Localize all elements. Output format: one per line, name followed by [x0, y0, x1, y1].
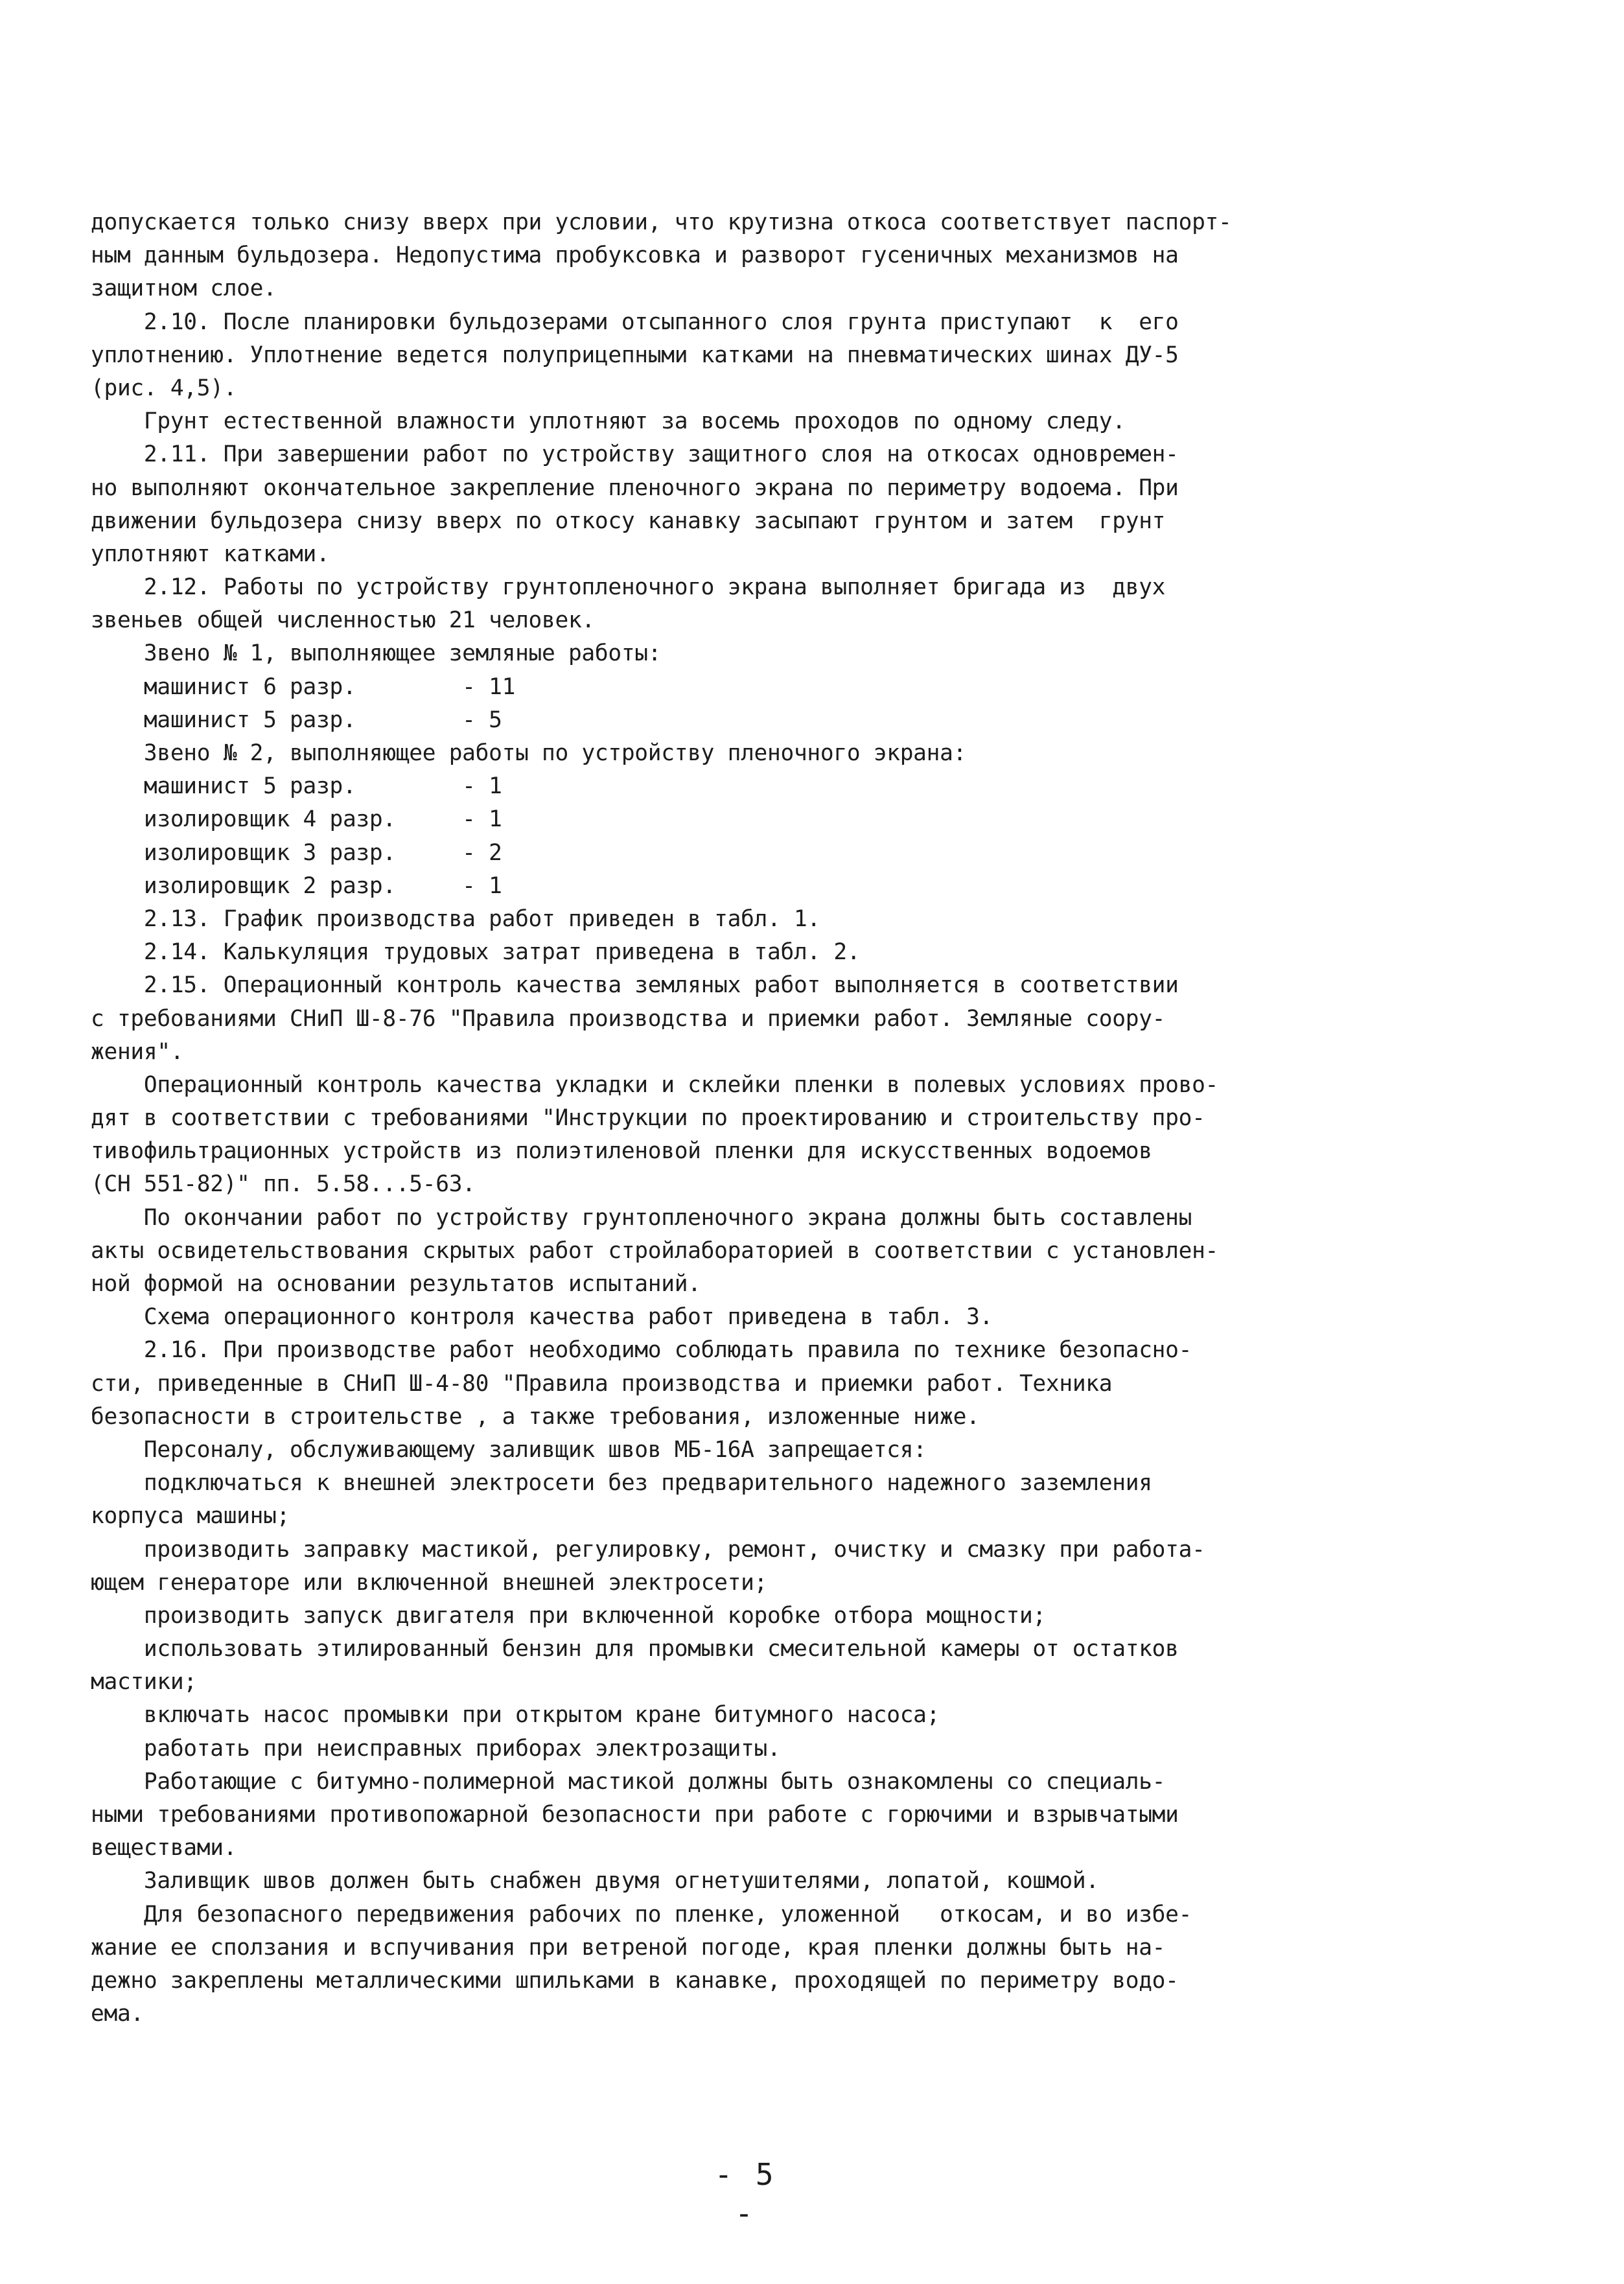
text-line: подключаться к внешней электросети без предварительного надежного заземления — [91, 1470, 1152, 1497]
text-line: ной формой на основании результатов испытаний. — [91, 1271, 701, 1297]
text-line: производить заправку мастикой, регулировку, ремонт, очистку и смазку при работа- — [91, 1536, 1205, 1563]
text-line: акты освидетельствования скрытых работ стройлабораторией в соответствии с установлен- — [91, 1237, 1219, 1264]
text-line: тивофильтрационных устройств из полиэтиленовой пленки для искусственных водоемов — [91, 1138, 1152, 1165]
text-line: движении бульдозера снизу вверх по откосу канавку засыпают грунтом и затем грунт — [91, 507, 1166, 534]
text-line: сти, приведенные в СНиП Ш-4-80 "Правила производства и приемки работ. Техника — [91, 1370, 1113, 1397]
text-line: мастики; — [91, 1669, 197, 1696]
text-line: но выполняют окончательное закрепление пленочного экрана по периметру водоема. При — [91, 474, 1179, 501]
text-line: ным данным бульдозера. Недопустима пробуксовка и разворот гусеничных механизмов на — [91, 242, 1179, 269]
text-line: использовать этилированный бензин для промывки смесительной камеры от остатков — [91, 1636, 1179, 1662]
text-line: защитном слое. — [91, 275, 277, 302]
text-line: (СН 551-82)" пп. 5.58...5-63. — [91, 1171, 476, 1198]
text-line: машинист 5 разр. - 5 — [91, 706, 502, 733]
text-line: работать при неисправных приборах электрозащиты. — [91, 1735, 781, 1762]
text-line: 2.12. Работы по устройству грунтопленочного экрана выполняет бригада из двух — [91, 574, 1166, 601]
text-line: дят в соответствии с требованиями "Инструкции по проектированию и строительству про- — [91, 1105, 1205, 1132]
text-line: 2.15. Операционный контроль качества земляных работ выполняется в соответствии — [91, 972, 1179, 999]
text-line: звеньев общей численностью 21 человек. — [91, 607, 595, 634]
page-number: - 5 - — [714, 2157, 776, 2231]
text-line: жения". — [91, 1038, 184, 1065]
text-line: Звено № 2, выполняющее работы по устройству пленочного экрана: — [91, 740, 967, 766]
text-line: Работающие с битумно-полимерной мастикой должны быть ознакомлены со специаль- — [91, 1768, 1166, 1795]
text-line: 2.11. При завершении работ по устройству защитного слоя на откосах одновремен- — [91, 441, 1179, 468]
text-line: изолировщик 2 разр. - 1 — [91, 872, 502, 899]
text-line: Заливщик швов должен быть снабжен двумя огнетушителями, лопатой, кошмой. — [91, 1868, 1099, 1894]
text-line: дежно закреплены металлическими шпильками в канавке, проходящей по периметру водо- — [91, 1967, 1179, 1994]
text-line: изолировщик 4 разр. - 1 — [91, 806, 502, 833]
text-line: машинист 6 разр. - 11 — [91, 673, 516, 700]
text-line: Звено № 1, выполняющее земляные работы: — [91, 640, 662, 667]
text-line: 2.14. Калькуляция трудовых затрат приведена в табл. 2. — [91, 939, 861, 966]
document-text — [91, 206, 1413, 2031]
text-line: По окончании работ по устройству грунтопленочного экрана должны быть составлены — [91, 1204, 1192, 1231]
text-line: 2.10. После планировки бульдозерами отсыпанного слоя грунта приступают к его — [91, 309, 1179, 335]
text-line: Операционный контроль качества укладки и склейки пленки в полевых условиях прово- — [91, 1071, 1219, 1098]
text-line: изолировщик 3 разр. - 2 — [91, 839, 502, 866]
text-line: Персоналу, обслуживающему заливщик швов МБ-16А запрещается: — [91, 1436, 927, 1463]
text-line: уплотняют катками. — [91, 541, 330, 567]
text-line: ными требованиями противопожарной безопасности при работе с горючими и взрывчатыми — [91, 1802, 1179, 1828]
text-line: ющем генераторе или включенной внешней электросети; — [91, 1569, 768, 1596]
text-line: Схема операционного контроля качества работ приведена в табл. 3. — [91, 1304, 993, 1331]
text-line: безопасности в строительстве , а также требования, изложенные ниже. — [91, 1403, 980, 1430]
text-line: Грунт естественной влажности уплотняют за восемь проходов по одному следу. — [91, 408, 1126, 435]
text-line: 2.16. При производстве работ необходимо соблюдать правила по технике безопасно- — [91, 1337, 1192, 1364]
text-line: ема. — [91, 2001, 144, 2027]
text-line: корпуса машины; — [91, 1503, 290, 1530]
text-line: 2.13. График производства работ приведен в табл. 1. — [91, 905, 820, 932]
text-line: машинист 5 разр. - 1 — [91, 773, 502, 800]
text-line: жание ее сползания и вспучивания при ветреной погоде, края пленки должны быть на- — [91, 1934, 1166, 1961]
text-line: веществами. — [91, 1835, 237, 1861]
text-line: Для безопасного передвижения рабочих по пленке, уложенной откосам, и во избе- — [91, 1901, 1192, 1928]
text-line: (рис. 4,5). — [91, 375, 237, 401]
text-line: уплотнению. Уплотнение ведется полуприцепными катками на пневматических шинах ДУ-5 — [91, 342, 1179, 368]
text-line: допускается только снизу вверх при условии, что крутизна откоса соответствует паспорт- — [91, 209, 1232, 235]
text-line: с требованиями СНиП Ш-8-76 "Правила производства и приемки работ. Земляные соору- — [91, 1005, 1166, 1032]
text-line: производить запуск двигателя при включенной коробке отбора мощности; — [91, 1602, 1046, 1629]
text-line: включать насос промывки при открытом кране битумного насоса; — [91, 1702, 940, 1729]
